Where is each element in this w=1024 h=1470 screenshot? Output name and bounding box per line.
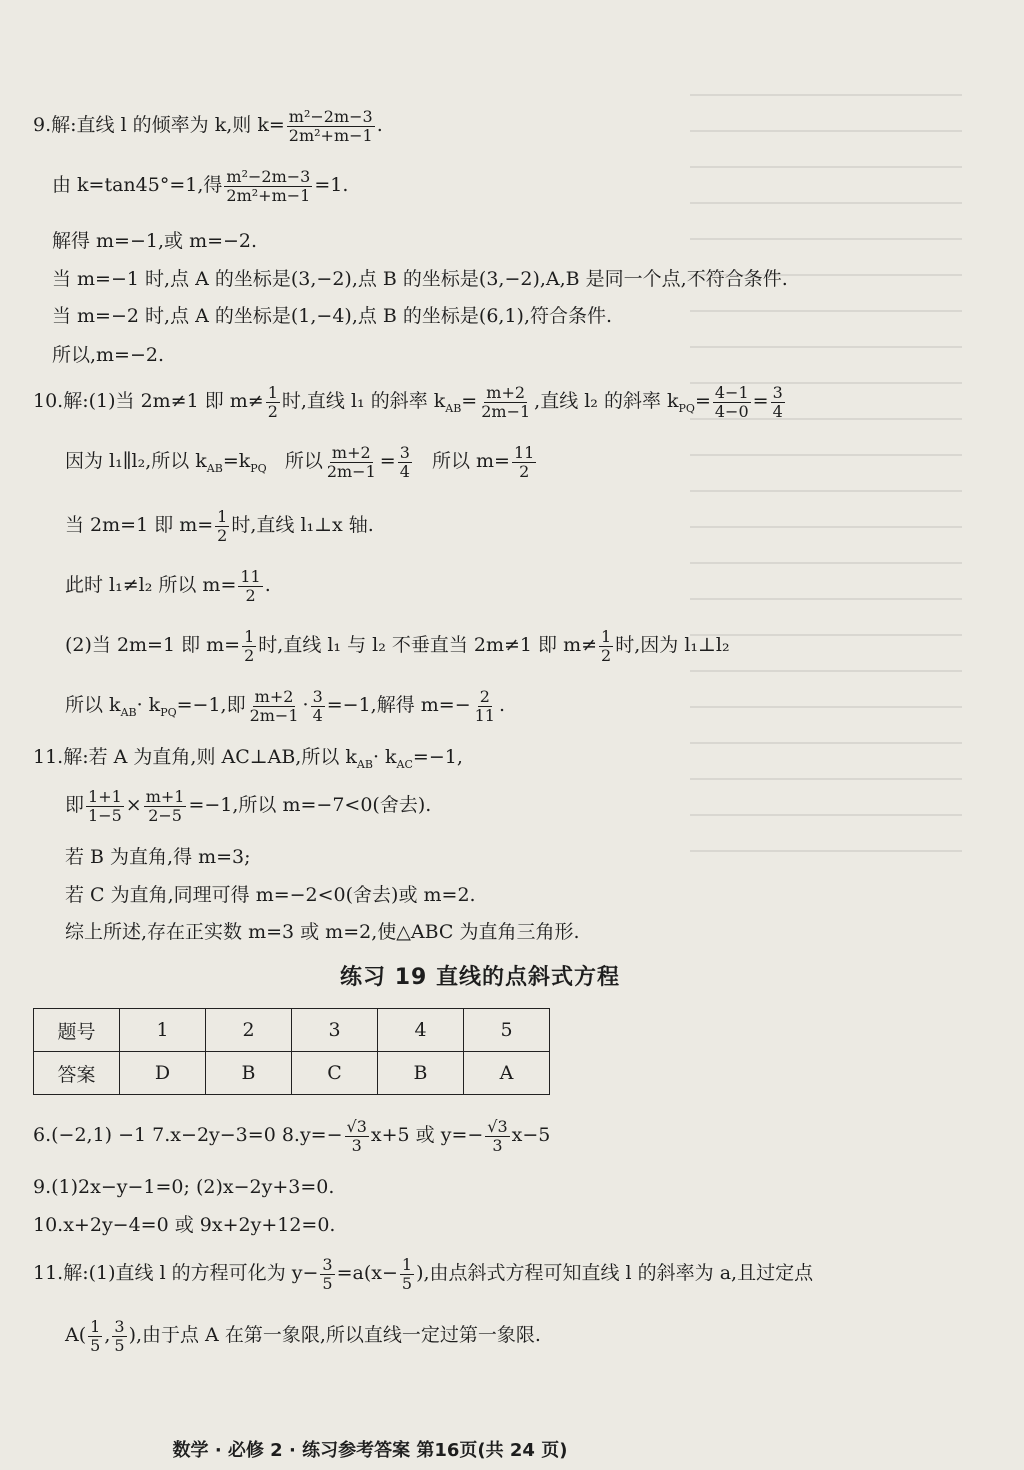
s19-line-6-8: 6.(−2,1) −1 7.x−2y−3=0 8.y=− $\frac{√3}{3}$ x+5 或 y=− $\frac{√3}{3}$ x−5 [33, 1117, 551, 1155]
s19-line-11: 11.解:(1)直线 l 的方程可化为 y− $\frac{3}{5}$ =a(x− $\frac{1}{5}$ ),由点斜式方程可知直线 l 的斜率为 a,且过定点 [33, 1255, 814, 1293]
q10-line-2: 因为 l₁∥l₂,所以 $k_{AB}=k_{PQ}$ 所以 $\frac{m+2}{2m-1}$ = $\frac{3}{4}$ 所以 m= $\frac{11}{2}$ [65, 443, 535, 481]
table-cell: A [464, 1052, 550, 1095]
table-cell: 3 [292, 1009, 378, 1052]
section-title: 练习 19 直线的点斜式方程 [340, 965, 620, 990]
answer-table [33, 1008, 550, 1095]
q10-line-3: 当 2m=1 即 m= $\frac{1}{2}$ 时,直线 l₁⊥x 轴. [65, 507, 374, 545]
q10-line-4: 此时 l₁≠l₂ 所以 m= $\frac{11}{2}$ . [65, 567, 271, 605]
s19-line-9: 9.(1)2x−y−1=0; (2)x−2y+3=0. [33, 1176, 335, 1198]
table-cell: D [120, 1052, 206, 1095]
table-cell: C [292, 1052, 378, 1095]
show-through-text [690, 60, 1010, 930]
q9-line-6: 所以,m=−2. [52, 344, 165, 366]
table-row [34, 1052, 550, 1095]
fraction: $\frac{\text{m²−2m−3}}{\text{2m²+m−1}}$ [226, 167, 311, 205]
q10-line-6: 所以 $k_{AB}\cdot k_{PQ}=-1$,即 $\frac{m+2}{2m-1}$ · $\frac{3}{4}$ =−1,解得 m=− $\frac{2}{11}$ . [65, 687, 506, 725]
table-row [34, 1009, 550, 1052]
page-footer: 数学 · 必修 2 · 练习参考答案 第16页(共 24 页) [172, 1440, 568, 1461]
q11-line-2: 即 $\frac{1+1}{1-5}$ × $\frac{m+1}{2-5}$ =−1,所以 m=−7<0(舍去). [65, 787, 432, 825]
q9-line-2: 由 k=tan45°=1,得 $\frac{\text{m²−2m−3}}{\text{2m²+m−1}}$ =1. [52, 167, 349, 205]
q10-line-5: (2)当 2m=1 即 m= $\frac{1}{2}$ 时,直线 l₁ 与 l₂ 不垂直当 2m≠1 即 m≠ $\frac{1}{2}$ 时,因为 l₁⊥l₂ [65, 627, 730, 665]
table-cell: 5 [464, 1009, 550, 1052]
table-cell: B [206, 1052, 292, 1095]
table-header-cell: 题号 [34, 1009, 120, 1052]
q9-line-5: 当 m=−2 时,点 A 的坐标是(1,−4),点 B 的坐标是(6,1),符合条件. [52, 305, 613, 327]
table-cell: 1 [120, 1009, 206, 1052]
q9-line-4: 当 m=−1 时,点 A 的坐标是(3,−2),点 B 的坐标是(3,−2),A,B 是同一个点,不符合条件. [52, 268, 788, 290]
s19-line-10: 10.x+2y−4=0 或 9x+2y+12=0. [33, 1214, 336, 1236]
q9-line-1: 9.解:直线 l 的倾率为 k,则 k= $\frac{\text{m²−2m−3}}{\text{2m²+m−1}}$ . [33, 107, 383, 145]
q11-line-3: 若 B 为直角,得 m=3; [65, 846, 251, 868]
fraction: $\frac{\text{m²−2m−3}}{\text{2m²+m−1}}$ [288, 107, 373, 145]
q11-line-5: 综上所述,存在正实数 m=3 或 m=2,使△ABC 为直角三角形. [65, 921, 580, 943]
table-cell: B [378, 1052, 464, 1095]
q10-line-1: 10.解:(1)当 2m≠1 即 m≠ $\frac{1}{2}$ 时,直线 l₁ 的斜率 $k_{AB}=$ $\frac{m+2}{2m-1}$ ,直线 l₂ 的斜率 $k_{PQ}=$ $\frac{4-1}{4-0}$ = $\frac{3}{4}$ [33, 383, 783, 421]
table-cell: 2 [206, 1009, 292, 1052]
q11-line-1: 11.解:若 A 为直角,则 AC⊥AB,所以 $k_{AB}\cdot k_{AC}=-1$, [33, 746, 463, 771]
table-cell: 4 [378, 1009, 464, 1052]
q11-line-4: 若 C 为直角,同理可得 m=−2<0(舍去)或 m=2. [65, 884, 476, 906]
table-header-cell: 答案 [34, 1052, 120, 1095]
q9-line-3: 解得 m=−1,或 m=−2. [52, 230, 258, 252]
s19-line-12: A( $\frac{1}{5}$ , $\frac{3}{5}$ ),由于点 A 在第一象限,所以直线一定过第一象限. [65, 1317, 541, 1355]
